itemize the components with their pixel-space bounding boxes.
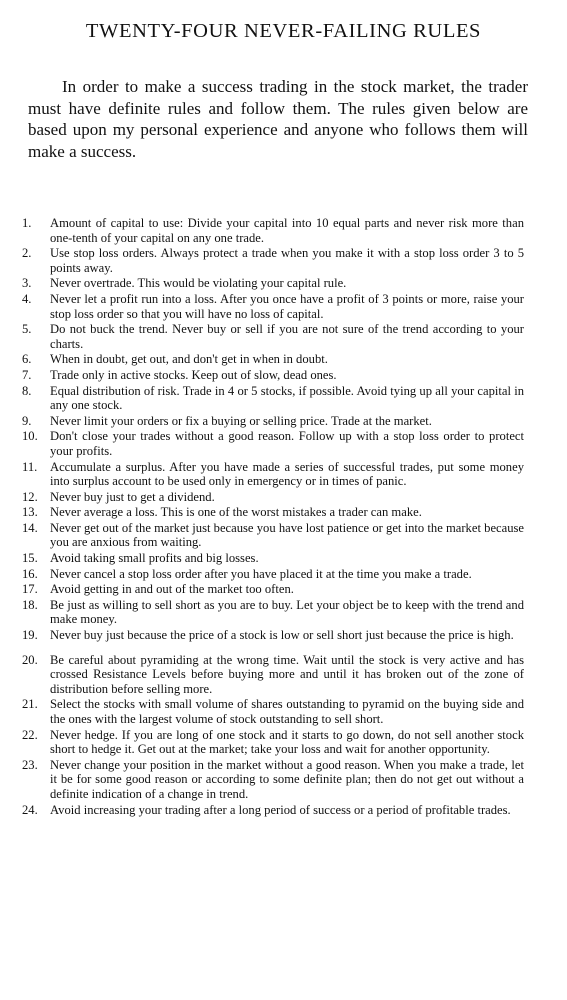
rule-text: Never buy just because the price of a stock is low or sell short just because the price is high. [50, 628, 514, 643]
rule-item [22, 803, 524, 818]
rule-item [22, 505, 524, 520]
rule-number: 22. [22, 727, 38, 742]
rule-number: 14. [22, 520, 38, 535]
rule-item [22, 490, 524, 505]
rule-text: Never average a loss. This is one of the worst mistakes a trader can make. [50, 505, 422, 520]
rule-number: 10. [22, 429, 38, 444]
rule-text: Never cancel a stop loss order after you have placed it at the time you make a trade. [50, 566, 472, 581]
rule-text: Never overtrade. This would be violating your capital rule. [50, 276, 347, 291]
rule-text: Equal distribution of risk. Trade in 4 or 5 stocks, if possible. Avoid tying up all your capital in any one stock. [50, 383, 524, 413]
rule-text: Use stop loss orders. Always protect a trade when you make it with a stop loss order 3 to 5 points away. [50, 246, 524, 275]
rule-number: 15. [22, 551, 38, 566]
rule-text: When in doubt, get out, and don't get in when in doubt. [50, 352, 328, 367]
rule-number: 13. [22, 505, 38, 520]
rule-number: 6. [22, 352, 32, 367]
rule-item [22, 384, 524, 413]
rule-item [22, 414, 524, 429]
rule-number: 19. [22, 628, 38, 643]
rule-item [22, 521, 524, 550]
rule-text: Be just as willing to sell short as you are to buy. Let your object be to keep with the trend and make money. [50, 597, 524, 627]
rule-item [22, 567, 524, 582]
rule-item [22, 728, 524, 757]
rule-text: Never buy just to get a dividend. [50, 489, 215, 504]
rule-number: 23. [22, 757, 38, 772]
rule-number: 12. [22, 489, 38, 504]
rule-number: 16. [22, 566, 38, 581]
rule-text: Be careful about pyramiding at the wrong time. Wait until the stock is very active and has crossed Resistance Levels before buying more and until it has broken out of the zone of distribution before selling more. [50, 652, 524, 696]
rule-item [22, 551, 524, 566]
rule-text: Never limit your orders or fix a buying or selling price. Trade at the market. [50, 413, 432, 428]
rule-number: 17. [22, 582, 38, 597]
rule-item [22, 276, 524, 291]
rule-number: 24. [22, 802, 38, 817]
rule-item [22, 460, 524, 489]
rule-text: Accumulate a surplus. After you have made a series of successful trades, put some money into surplus account to be used only in emergency or in times of panic. [50, 459, 524, 489]
rule-text: Never let a profit run into a loss. After you once have a profit of 3 points or more, raise your stop loss order so that you will have no loss of capital. [50, 291, 524, 321]
rule-number: 18. [22, 597, 38, 612]
rule-item [22, 758, 524, 802]
rule-text: Amount of capital to use: Divide your capital into 10 equal parts and never risk more than one-tenth of your capital on any one trade. [50, 216, 524, 245]
rule-text: Don't close your trades without a good reason. Follow up with a stop loss order to protect your profits. [50, 429, 524, 458]
rule-text: Never get out of the market just because you have lost patience or get into the market because you are anxious from waiting. [50, 520, 524, 550]
rule-number: 9. [22, 413, 32, 428]
rule-item [22, 246, 524, 275]
rule-item [22, 292, 524, 321]
rule-item [22, 628, 524, 643]
rule-item [22, 352, 524, 367]
rule-number: 7. [22, 367, 32, 382]
rule-item [22, 582, 524, 597]
page-title: TWENTY-FOUR NEVER-FAILING RULES [85, 20, 482, 42]
rule-number: 21. [22, 697, 38, 712]
rule-item [22, 368, 524, 383]
rule-text: Avoid increasing your trading after a long period of success or a period of profitable trades. [50, 802, 511, 817]
rule-item [22, 322, 524, 351]
rule-number: 5. [22, 322, 32, 337]
rule-text: Select the stocks with small volume of shares outstanding to pyramid on the buying side and the ones with the largest volume of stock outstanding to sell short. [50, 697, 524, 726]
rules-list [22, 216, 524, 818]
rule-text: Avoid getting in and out of the market too often. [50, 582, 294, 597]
rule-text: Never change your position in the market without a good reason. When you make a trade, let it be for some good reason or according to some definite plan; then do not get out without a definite indication of a change in trend. [50, 757, 524, 801]
rule-item [22, 653, 524, 697]
rule-item [22, 697, 524, 726]
rule-number: 11. [22, 459, 38, 474]
rule-number: 2. [22, 246, 32, 261]
rule-number: 1. [22, 216, 32, 230]
rule-text: Trade only in active stocks. Keep out of slow, dead ones. [50, 367, 337, 382]
rule-item [22, 216, 524, 245]
rule-number: 20. [22, 652, 38, 667]
rule-text: Do not buck the trend. Never buy or sell if you are not sure of the trend according to your charts. [50, 322, 524, 351]
rule-number: 4. [22, 291, 32, 306]
rule-text: Never hedge. If you are long of one stock and it starts to go down, do not sell another stock short to hedge it. Get out at the market; take your loss and wait for another opportunity. [50, 727, 524, 757]
intro-paragraph: In order to make a success trading in the stock market, the trader must have definite rules and follow them. The rules given below are based upon my personal experience and anyone who follows them will make a success. [28, 77, 528, 161]
rule-item [22, 598, 524, 627]
rule-number: 8. [22, 383, 32, 398]
rule-text: Avoid taking small profits and big losses. [50, 551, 259, 566]
rule-number: 3. [22, 276, 32, 291]
rule-item [22, 429, 524, 458]
